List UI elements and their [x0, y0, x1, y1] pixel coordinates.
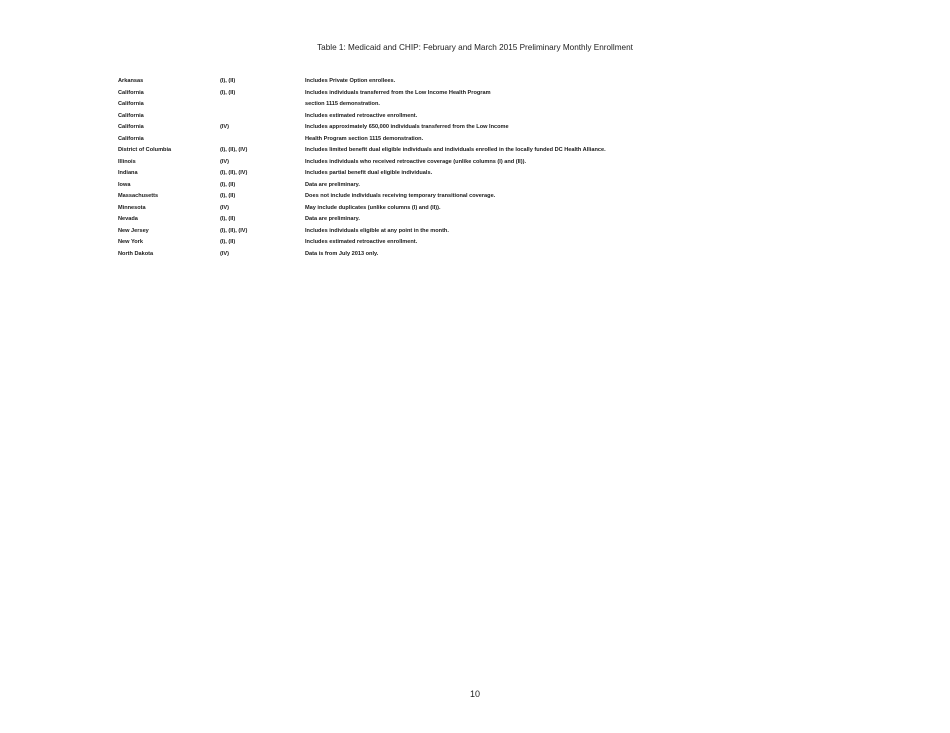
note-cell: Includes estimated retroactive enrollment. [305, 112, 418, 119]
columns-cell: (I), (II) [220, 239, 236, 245]
note-cell: section 1115 demonstration. [305, 101, 380, 107]
columns-cell: (I), (II), (IV) [220, 227, 248, 234]
note-cell: Includes estimated retroactive enrollment. [305, 239, 418, 245]
note-cell: Data are preliminary. [305, 181, 360, 188]
state-cell: New Jersey [118, 227, 149, 234]
page-number: 10 [469, 689, 480, 699]
columns-cell: (I), (II) [220, 193, 236, 199]
note-cell: Includes Private Option enrollees. [305, 78, 396, 84]
note-cell: Health Program section 1115 demonstration. [305, 135, 424, 142]
note-cell: Does not include individuals receiving temporary transitional coverage. [305, 193, 496, 199]
note-cell: Includes individuals transferred from the Low Income Health Program [305, 89, 491, 96]
state-cell: New York [118, 239, 143, 245]
state-cell: Iowa [118, 181, 131, 188]
state-cell: Indiana [118, 170, 138, 176]
state-cell: District of Columbia [118, 147, 172, 153]
page-title: Table 1: Medicaid and CHIP: February and March 2015 Preliminary Monthly Enrollment [317, 43, 633, 52]
columns-cell: (I), (II) [220, 89, 236, 96]
state-cell: California [118, 135, 144, 142]
state-cell: Minnesota [118, 204, 146, 211]
note-cell: Includes limited benefit dual eligible individuals and individuals enrolled in the locally funded DC Health Alliance. [305, 147, 606, 153]
state-cell: California [118, 124, 144, 130]
columns-cell: (I), (II) [220, 216, 236, 222]
state-cell: Nevada [118, 216, 138, 222]
columns-cell: (I), (II) [220, 78, 236, 84]
note-cell: Includes approximately 650,000 individuals transferred from the Low Income [305, 124, 509, 130]
columns-cell: (IV) [220, 250, 230, 257]
note-cell: Data is from July 2013 only. [305, 250, 379, 257]
columns-cell: (I), (II), (IV) [220, 147, 248, 153]
state-cell: Arkansas [118, 78, 144, 84]
columns-cell: (IV) [220, 124, 230, 130]
columns-cell: (IV) [220, 158, 230, 165]
columns-cell: (IV) [220, 204, 230, 211]
state-cell: California [118, 112, 144, 119]
state-cell: Massachusetts [118, 193, 159, 199]
state-cell: Illinois [118, 158, 136, 165]
note-cell: Includes individuals who received retroactive coverage (unlike columns (I) and (II)). [305, 158, 527, 165]
note-cell: May include duplicates (unlike columns (I) and (II)). [305, 204, 441, 211]
state-cell: North Dakota [118, 250, 154, 257]
note-cell: Includes partial benefit dual eligible individuals. [305, 170, 433, 176]
note-cell: Data are preliminary. [305, 216, 360, 222]
note-cell: Includes individuals eligible at any point in the month. [305, 227, 449, 234]
columns-cell: (I), (II), (IV) [220, 170, 248, 176]
state-cell: California [118, 89, 144, 96]
columns-cell: (I), (II) [220, 181, 236, 188]
state-cell: California [118, 101, 144, 107]
